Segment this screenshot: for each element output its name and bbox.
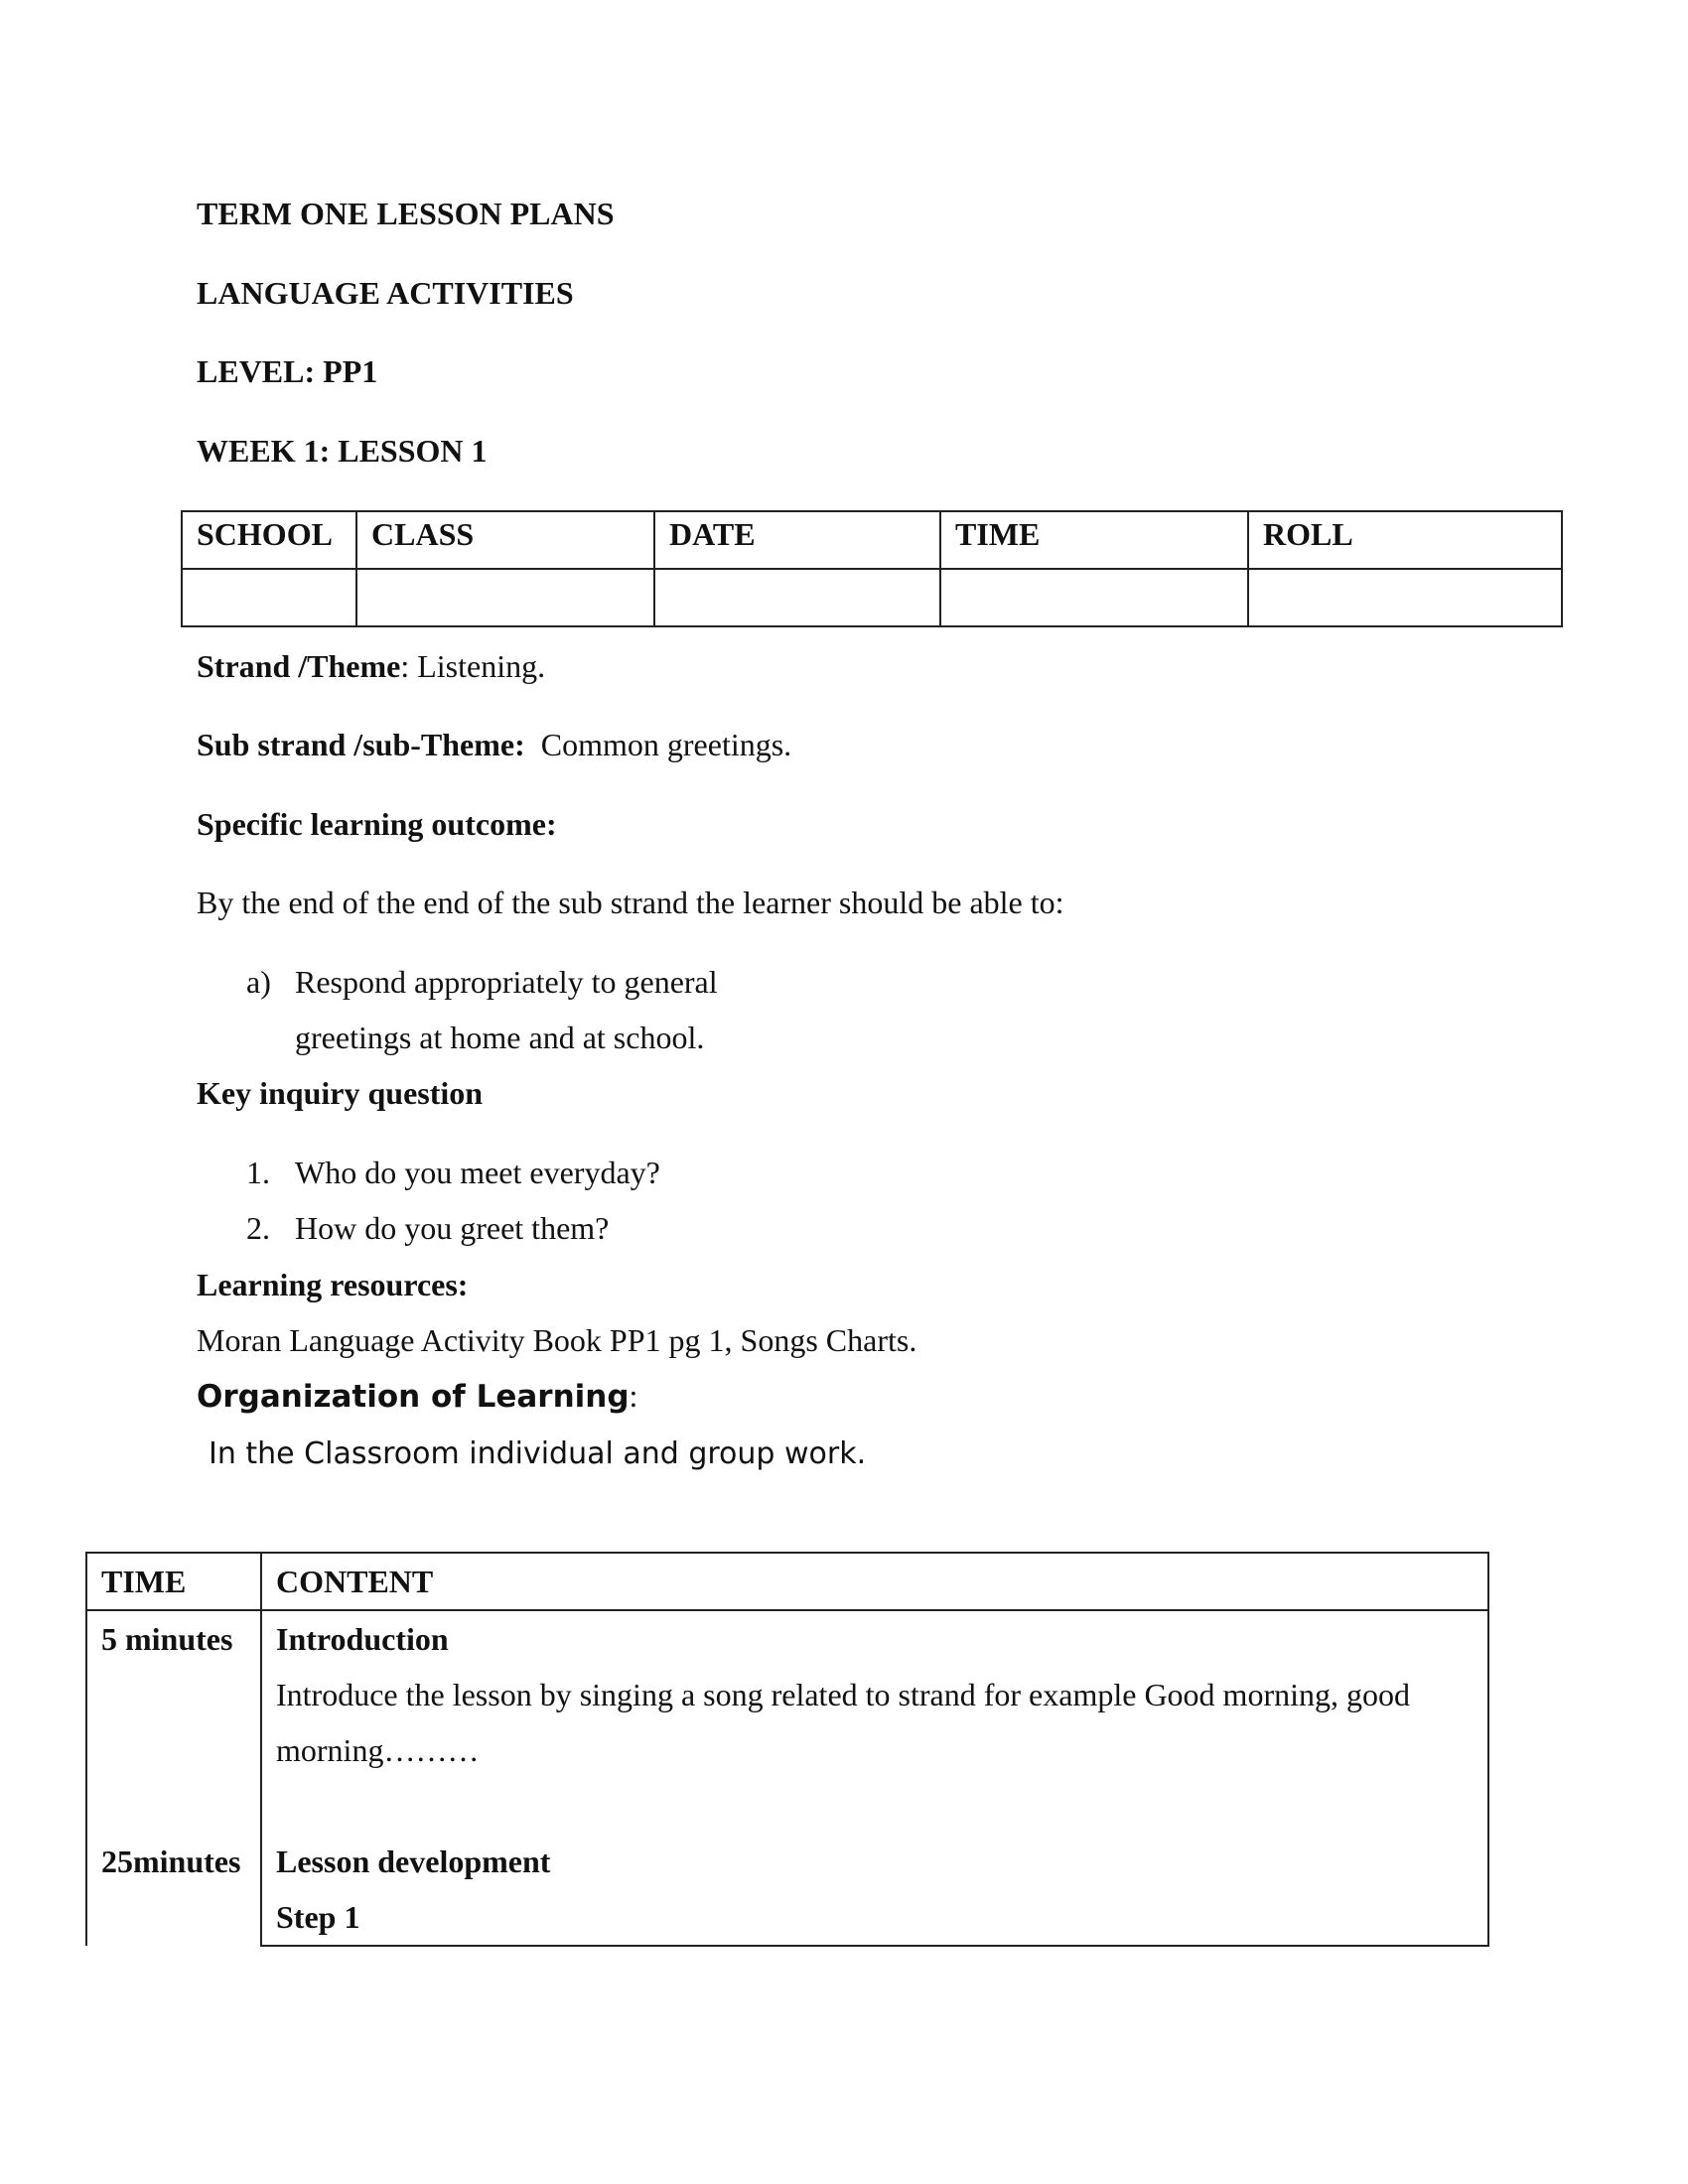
header-time-col: TIME [86,1553,261,1610]
level-heading: LEVEL: PP1 [197,353,378,389]
header-date: DATE [654,511,940,569]
strand-label: Strand /Theme [197,648,401,684]
strand-line [197,648,545,685]
sub-strand-line [197,727,791,763]
info-value-row [182,569,1562,626]
header-roll: ROLL [1248,511,1562,569]
value-date [654,569,940,626]
introduction-title: Introduction [276,1621,449,1657]
header-time: TIME [940,511,1248,569]
organization-colon: : [629,1378,638,1414]
lesson-content-table [85,1552,1489,1947]
header-class: CLASS [356,511,654,569]
value-time [940,569,1248,626]
inquiry-question-1: Who do you meet everyday? [295,1155,660,1190]
outcome-marker: a) [246,964,271,1000]
subject-heading: LANGUAGE ACTIVITIES [197,275,574,311]
sub-strand-value: Common greetings. [540,727,792,762]
sub-strand-label: Sub strand /sub-Theme: [197,727,525,762]
introduction-time: 5 minutes [101,1621,233,1657]
step-label: Step 1 [276,1899,360,1935]
resources-value: Moran Language Activity Book PP1 pg 1, Songs Charts. [197,1322,917,1358]
header-school: SCHOOL [182,511,356,569]
development-time: 25minutes [101,1843,241,1879]
organization-line [197,1378,637,1415]
organization-label: Organization of Learning [197,1379,630,1415]
value-roll [1248,569,1562,626]
value-class [356,569,654,626]
introduction-text-line-1: Introduce the lesson by singing a song related to strand for example Good morning, good [276,1677,1410,1712]
row-content [261,1610,1488,1946]
inquiry-label: Key inquiry question [197,1075,484,1111]
inquiry-marker-2: 2. [246,1210,270,1246]
week-heading: WEEK 1: LESSON 1 [197,433,488,469]
value-school [182,569,356,626]
lesson-header-row [86,1553,1488,1610]
outcome-line-1: Respond appropriately to general [295,964,718,1000]
info-header-row [182,511,1562,569]
introduction-text [276,1667,1474,1778]
development-title: Lesson development [276,1843,551,1879]
strand-value: : Listening. [400,648,546,684]
resources-label: Learning resources: [197,1267,469,1302]
document-title: TERM ONE LESSON PLANS [197,196,615,231]
outcome-intro: By the end of the end of the sub strand the learner should be able to: [197,885,1064,920]
outcome-line-2: greetings at home and at school. [295,1020,705,1055]
organization-value: In the Classroom individual and group work. [209,1436,867,1471]
row-time [86,1610,261,1946]
outcome-label: Specific learning outcome: [197,806,557,842]
inquiry-marker-1: 1. [246,1155,270,1190]
lesson-info-table [181,510,1563,627]
introduction-text-line-2: morning……… [276,1732,480,1768]
header-content-col: CONTENT [261,1553,1488,1610]
lesson-row [86,1610,1488,1946]
inquiry-question-2: How do you greet them? [295,1210,610,1246]
